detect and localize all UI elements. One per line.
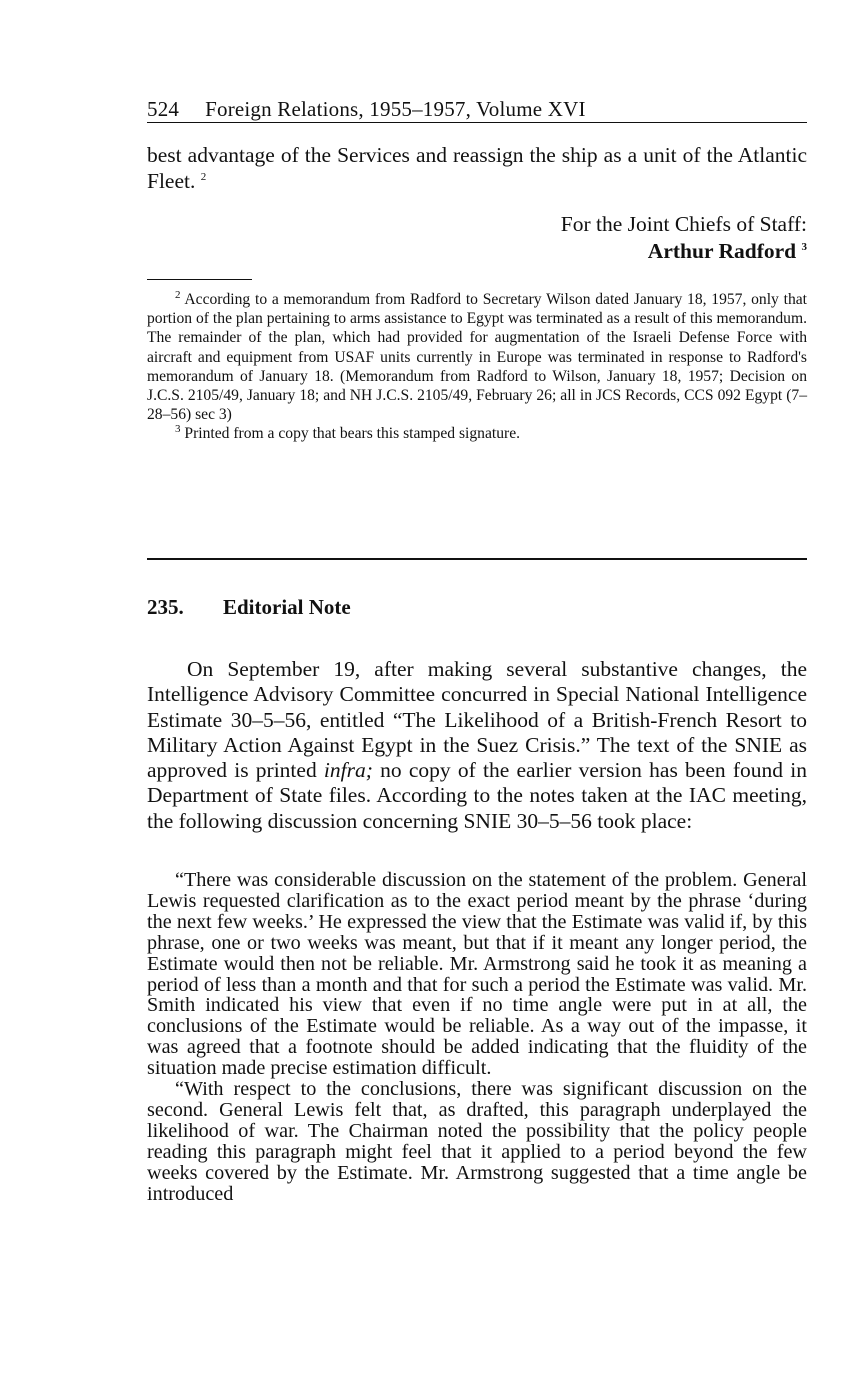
footnote-text-2: According to a memorandum from Radford to Secretary Wilson dated January 18, 1957, only that portion of the plan pertaining to arms assistance to Egypt was terminated as a result of this memorandum. The remainder of the plan, which had provided for augmentation of the Israeli Defense Force with aircraft and equipment from USAF units currently in Europe was terminated in response to Radford's memorandum of January 18. (Memorandum from Radford to Wilson, January 18, 1957; Decision on J.C.S. 2105/49, January 18; and NH J.C.S. 2105/49, February 26; all in JCS Records, CCS 092 Egypt (7–28–56) sec 3) <box>147 291 807 424</box>
body-italic-infra: infra; <box>323 758 373 783</box>
carryover-paragraph <box>147 143 807 194</box>
entry-title: Editorial Note <box>223 595 351 619</box>
body-text-2: no copy of the earlier version has been found in Department of State files. According to the notes taken at the IAC meeting, the following discussion concerning SNIE 30–5–56 took place: <box>147 758 807 833</box>
quote-paragraph-2: “With respect to the conclusions, there was significant discussion on the second. General Lewis felt that, as drafted, this paragraph underplayed the likelihood of war. The Chairman noted the possibility that the policy people reading this paragraph might feel that it applied to a period beyond the few weeks covered by the Estimate. Mr. Armstrong suggested that a time angle be introduced <box>147 1078 807 1205</box>
quote-paragraph-1: “There was considerable discussion on the statement of the problem. General Lewis requested clarification as to the exact period meant by the phrase ‘during the next few weeks.’ He expressed the view that the Estimate was valid if, by this phrase, one or two weeks was meant, but that if it meant any longer period, the Estimate would then not be reliable. Mr. Armstrong said he took it as meaning a period of less than a month and that for such a period the Estimate was valid. Mr. Smith indicated his view that even if no time angle were put in at all, the conclusions of the Estimate would be reliable. As a way out of the impasse, it was agreed that a footnote should be added indicating that the fluidity of the situation made precise estimation difficult. <box>147 869 807 1080</box>
section-divider <box>147 558 807 560</box>
footnote-3 <box>147 424 807 443</box>
footnote-ref-3: 3 <box>801 240 807 253</box>
footnote-marker-2: 2 <box>175 288 181 301</box>
footnote-rule <box>147 279 252 280</box>
signature-line: For the Joint Chiefs of Staff: <box>560 212 807 236</box>
document-page <box>147 0 807 1380</box>
signer-name-text: Arthur Radford <box>647 239 797 263</box>
entry-heading <box>147 594 351 620</box>
body-paragraph <box>147 657 807 834</box>
footnote-marker-3: 3 <box>175 423 181 436</box>
carryover-text: best advantage of the Services and reassign the ship as a unit of the Atlantic Fleet. <box>147 143 807 193</box>
volume-title: Foreign Relations, 1955–1957, Volume XVI <box>205 97 586 121</box>
footnote-text-3: Printed from a copy that bears this stamped signature. <box>184 425 521 443</box>
running-head <box>147 96 807 123</box>
page-number: 524 <box>147 97 180 121</box>
body-text-1: On September 19, after making several substantive changes, the Intelligence Advisory Committee concurred in Special National Intelligence Estimate 30–5–56, entitled “The Likelihood of a British-French Resort to Military Action Against Egypt in the Suez Crisis.” The text of the SNIE as approved is printed <box>147 657 807 783</box>
footnote-ref-2: 2 <box>200 170 207 183</box>
footnote-2 <box>147 290 807 424</box>
quoted-notes <box>147 870 807 1205</box>
entry-number: 235. <box>147 595 184 619</box>
signer-name <box>561 238 807 265</box>
footnotes <box>147 290 807 444</box>
signature-block <box>561 211 807 265</box>
